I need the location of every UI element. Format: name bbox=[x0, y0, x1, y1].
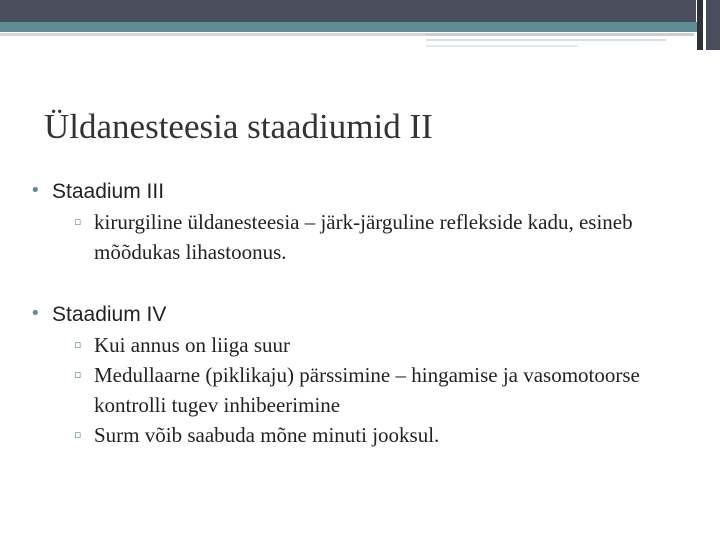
sub-bullet-item bbox=[30, 207, 680, 267]
slide-title: Üldanesteesia staadiumid II bbox=[44, 107, 433, 146]
header-thin-line-left bbox=[0, 33, 426, 36]
bullet-dot-icon: • bbox=[30, 180, 41, 201]
bullet-text: Staadium IV bbox=[52, 303, 167, 326]
header-band-dark bbox=[0, 0, 696, 22]
square-bullet-icon: ▫ bbox=[74, 368, 82, 381]
sub-bullet-item bbox=[30, 420, 680, 450]
sub-bullet-text: Kui annus on liiga suur bbox=[94, 333, 290, 357]
sub-bullet-text: Medullaarne (piklikaju) pärssimine – hingamise ja vasomotoorse kontrolli tugev inhibeerimine bbox=[94, 363, 640, 417]
header-thin-line-right-3 bbox=[426, 45, 578, 47]
square-bullet-icon: ▫ bbox=[74, 428, 82, 441]
corner-block-2 bbox=[706, 0, 720, 50]
bullet-text: Staadium III bbox=[52, 180, 165, 203]
sub-bullet-item bbox=[30, 360, 680, 420]
header-thin-line-right-2 bbox=[426, 39, 666, 41]
bullet-item bbox=[30, 176, 680, 207]
square-bullet-icon: ▫ bbox=[74, 215, 82, 228]
bullet-item bbox=[30, 299, 680, 330]
sub-bullet-list bbox=[30, 207, 680, 267]
bullet-dot-icon: • bbox=[30, 303, 41, 324]
header-thin-line-right-1 bbox=[426, 33, 694, 36]
sub-bullet-list bbox=[30, 330, 680, 450]
sub-bullet-item bbox=[30, 330, 680, 360]
sub-bullet-text: Surm võib saabuda mõne minuti jooksul. bbox=[94, 423, 440, 447]
slide-content bbox=[30, 176, 680, 450]
header-band-teal bbox=[0, 22, 700, 32]
square-bullet-icon: ▫ bbox=[74, 338, 82, 351]
sub-bullet-text: kirurgiline üldanesteesia – järk-järguline reflekside kadu, esineb mõõdukas lihastoonus. bbox=[94, 210, 633, 264]
